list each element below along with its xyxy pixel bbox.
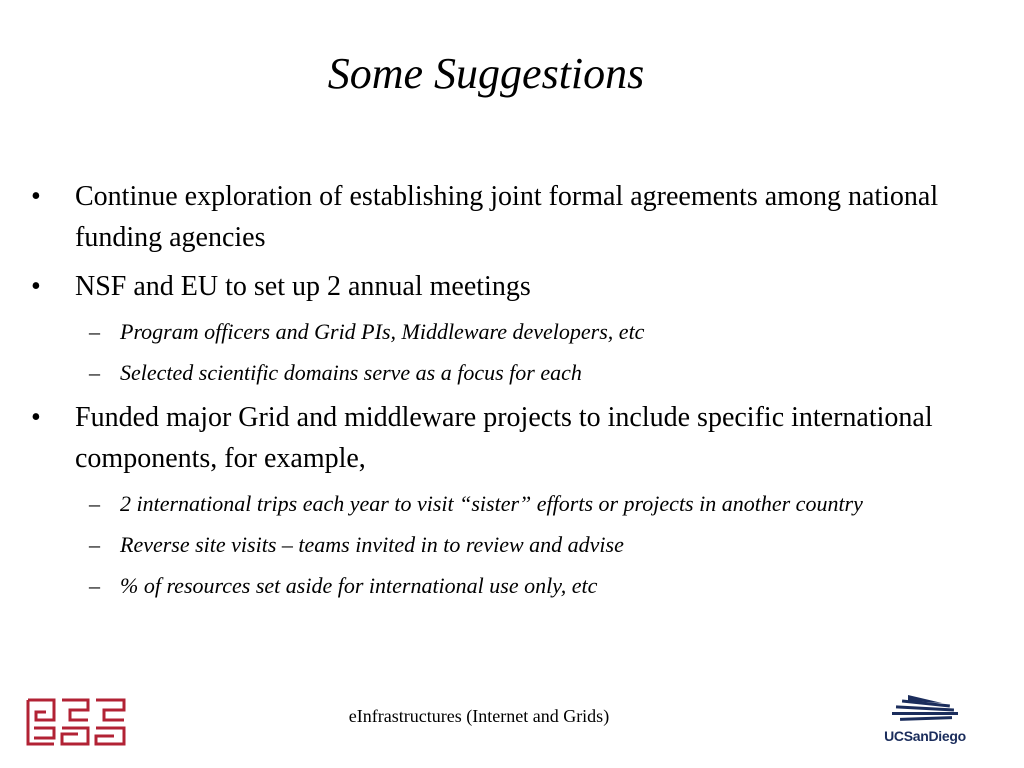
bullet-item [0, 397, 1024, 479]
bullet-text: Continue exploration of establishing joint formal agreements among national funding agencies [75, 181, 939, 253]
dash-mark: – [89, 573, 100, 598]
bullet-item [0, 176, 1024, 258]
bullet-item [0, 266, 1024, 307]
sub-bullet-item [0, 487, 1024, 521]
sub-bullet-item [0, 528, 1024, 562]
dash-mark: – [89, 319, 100, 344]
bullet-mark: • [31, 402, 41, 433]
sub-bullet-text: Reverse site visits – teams invited in to review and advise [120, 532, 624, 557]
slide-title: Some Suggestions [327, 49, 645, 98]
slide-footer: eInfrastructures (Internet and Grids) [348, 706, 610, 726]
sub-bullet-text: % of resources set aside for international use only, etc [120, 573, 598, 598]
ucsd-trident-icon [882, 693, 968, 723]
bullet-text: Funded major Grid and middleware projects to include specific international components, for example, [75, 402, 933, 474]
sub-bullet-item [0, 315, 1024, 349]
sub-bullet-item [0, 356, 1024, 390]
sub-bullet-text: Selected scientific domains serve as a focus for each [120, 360, 582, 385]
ucsd-logo [873, 693, 977, 744]
sub-bullet-text: 2 international trips each year to visit “sister” efforts or projects in another country [120, 491, 863, 516]
dash-mark: – [89, 360, 100, 385]
dash-mark: – [89, 491, 100, 516]
bullet-text: NSF and EU to set up 2 annual meetings [75, 271, 531, 302]
dash-mark: – [89, 532, 100, 557]
ucsd-wordmark: UCSanDiego [884, 728, 966, 744]
sub-bullet-item [0, 569, 1024, 603]
sub-bullet-text: Program officers and Grid PIs, Middleware developers, etc [120, 319, 645, 344]
bullet-mark: • [31, 271, 41, 302]
bullet-list [0, 176, 1024, 610]
bullet-mark: • [31, 181, 41, 212]
